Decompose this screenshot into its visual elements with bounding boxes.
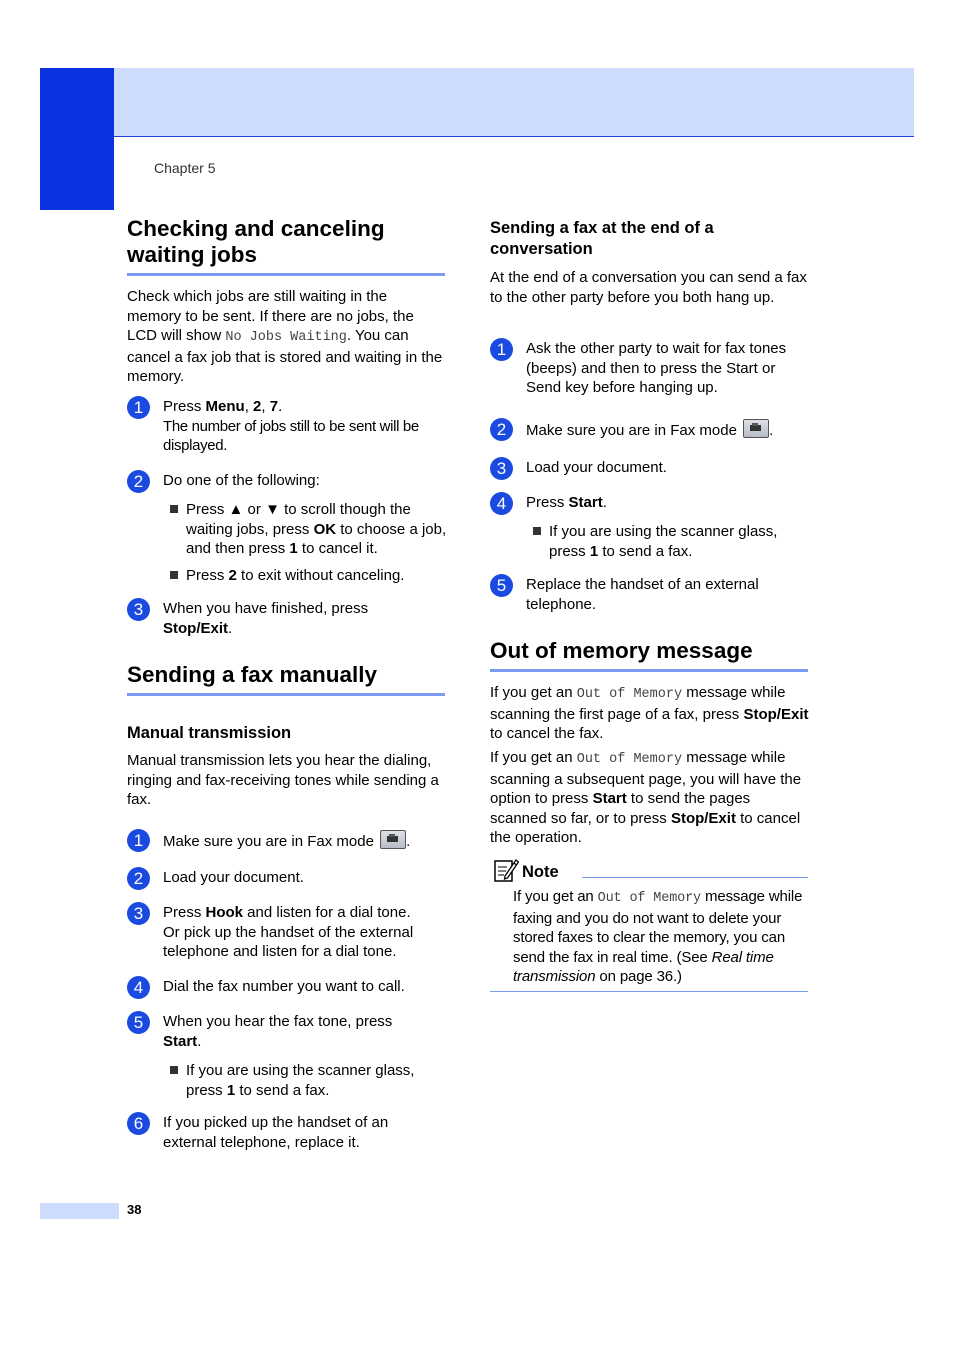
step-text: Load your document. (163, 869, 304, 886)
step-text: When you hear the fax tone, press Start. (163, 1013, 393, 1050)
manual-bullet-1 (170, 1061, 445, 1101)
step-text: If you picked up the handset of an external telephone, replace it. (163, 1114, 389, 1151)
checking-bullet-1 (170, 500, 445, 560)
manual-intro: Manual transmission lets you hear the dialing, ringing and fax-receiving tones while sending a fax. (127, 752, 439, 808)
header-band (40, 68, 914, 137)
step-text: Make sure you are in Fax mode . (526, 419, 773, 441)
chapter-tab (40, 68, 114, 210)
bullet-text: Press ▲ or ▼ to scroll though the waiting jobs, press OK to choose a job, and then press 1 to cancel it. (186, 501, 447, 557)
checking-step-3 (127, 598, 447, 640)
step-number-icon: 2 (490, 418, 513, 441)
step-number-icon: 3 (127, 598, 150, 621)
chapter-label: Chapter 5 (154, 160, 216, 176)
conversation-bullet-1 (533, 522, 808, 562)
step-text: Ask the other party to wait for fax tones (beeps) and then to press the Start or Send key before hanging up. (526, 340, 787, 396)
bullet-square-icon (533, 527, 541, 535)
conversation-step-2 (490, 418, 812, 442)
section-out-of-memory-title (490, 638, 808, 672)
step-text: Dial the fax number you want to call. (163, 978, 405, 995)
step-text: Press Menu, 2, 7. The number of jobs still to be sent will be displayed. (163, 398, 419, 454)
fax-mode-icon (743, 419, 769, 438)
heading-checking: Checking and canceling waiting jobs (127, 216, 445, 276)
step-number-icon: 2 (127, 470, 150, 493)
note-top-rule (582, 877, 808, 878)
heading-manual-transmission: Manual transmission (127, 724, 292, 742)
note-box (490, 856, 810, 996)
step-text: When you have finished, press Stop/Exit. (163, 600, 369, 637)
heading-end-of-conversation: Sending a fax at the end of a conversation (490, 219, 714, 258)
heading-out-of-memory: Out of memory message (490, 638, 808, 672)
step-number-icon: 1 (490, 338, 513, 361)
memory-paragraph-2: If you get an Out of Memory message while scanning a subsequent page, you will have the option to press Start to send the pages scanned so far, or to press Stop/Exit to cancel the operation. (490, 749, 802, 846)
conversation-step-4 (490, 492, 812, 516)
checking-step-2 (127, 470, 447, 494)
manual-step-2 (127, 867, 447, 891)
section-sending-title (127, 662, 445, 696)
heading-sending-manually: Sending a fax manually (127, 662, 445, 696)
step-text: Make sure you are in Fax mode . (163, 830, 410, 852)
step-number-icon: 4 (490, 492, 513, 515)
note-label: Note (522, 863, 559, 881)
step-number-icon: 4 (127, 976, 150, 999)
page-number: 38 (127, 1202, 142, 1217)
bullet-square-icon (170, 505, 178, 513)
step-number-icon: 3 (127, 902, 150, 925)
manual-step-5 (127, 1011, 447, 1053)
checking-bullet-2 (170, 566, 445, 588)
bullet-square-icon (170, 571, 178, 579)
step-text: Replace the handset of an external telephone. (526, 576, 759, 613)
step-text: Press Start. (526, 494, 607, 511)
step-number-icon: 1 (127, 396, 150, 419)
manual-step-6 (127, 1112, 447, 1154)
checking-intro: Check which jobs are still waiting in the memory to be sent. If there are no jobs, the LCD will show No Jobs Waiting. You can cancel a fax job that is stored and waiting in the memory. (127, 288, 443, 385)
conversation-intro: At the end of a conversation you can send a fax to the other party before you both hang up. (490, 269, 807, 306)
step-text: Load your document. (526, 459, 667, 476)
step-text: Press Hook and listen for a dial tone. Or pick up the handset of the external telephone and listen for a dial tone. (163, 904, 414, 960)
bullet-text: If you are using the scanner glass, press 1 to send a fax. (186, 1062, 415, 1099)
step-number-icon: 5 (127, 1011, 150, 1034)
conversation-step-1 (490, 338, 812, 400)
note-bottom-rule (490, 991, 808, 992)
note-text: If you get an Out of Memory message while faxing and you do not want to delete your stored faxes to clear the memory, you can send the fax in real time. (See Real time transmission on page 36.) (513, 888, 803, 985)
step-number-icon: 5 (490, 574, 513, 597)
bullet-square-icon (170, 1066, 178, 1074)
section-checking-title (127, 216, 445, 276)
conversation-step-5 (490, 574, 812, 616)
checking-step-1 (127, 396, 447, 456)
manual-step-4 (127, 976, 447, 1000)
step-text: Do one of the following: (163, 472, 320, 489)
fax-mode-icon (380, 830, 406, 849)
bullet-text: If you are using the scanner glass, press 1 to send a fax. (549, 523, 778, 560)
step-number-icon: 2 (127, 867, 150, 890)
step-number-icon: 3 (490, 457, 513, 480)
memory-paragraph-1: If you get an Out of Memory message while scanning the first page of a fax, press Stop/Exit to cancel the fax. (490, 684, 809, 742)
footer-bar (40, 1203, 119, 1219)
bullet-text: Press 2 to exit without canceling. (186, 567, 405, 584)
manual-step-3 (127, 902, 447, 964)
step-number-icon: 6 (127, 1112, 150, 1135)
step-number-icon: 1 (127, 829, 150, 852)
conversation-step-3 (490, 457, 812, 481)
manual-step-1 (127, 829, 447, 853)
note-pencil-icon (493, 857, 519, 883)
